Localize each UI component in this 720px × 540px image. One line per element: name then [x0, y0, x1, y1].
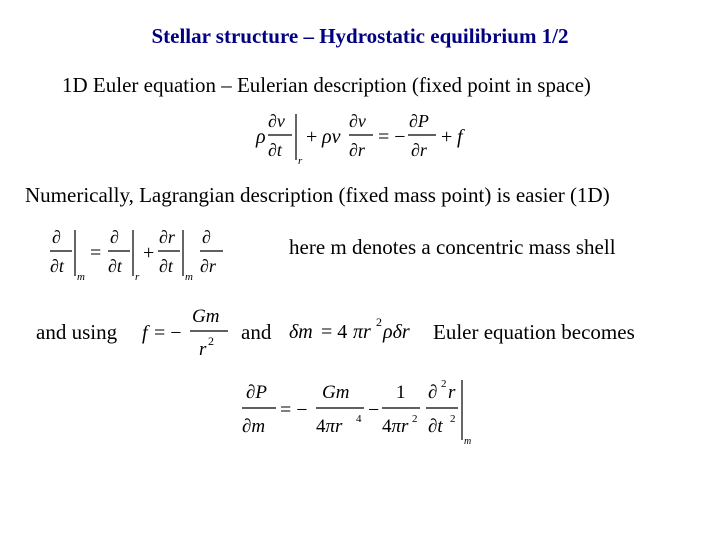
svg-text:r: r — [199, 339, 207, 360]
svg-text:2: 2 — [441, 378, 447, 390]
svg-text:1: 1 — [396, 382, 406, 403]
force-equation — [138, 303, 234, 363]
svg-text:= 4: = 4 — [321, 321, 348, 343]
svg-text:∂P: ∂P — [409, 111, 429, 131]
svg-text:∂r: ∂r — [200, 256, 216, 276]
svg-text:∂: ∂ — [52, 227, 61, 247]
svg-text:ρ: ρ — [256, 126, 266, 148]
euler-becomes-text: Euler equation becomes — [433, 320, 635, 344]
svg-text:∂: ∂ — [110, 227, 119, 247]
svg-text:+: + — [306, 126, 318, 148]
lagrange-heading: Numerically, Lagrangian description (fixed mass point) is easier (1D) — [25, 183, 610, 207]
svg-text:ρv: ρv — [322, 126, 341, 148]
svg-text:ρδr: ρδr — [383, 321, 410, 343]
svg-text:r: r — [135, 271, 140, 283]
svg-text:2: 2 — [450, 413, 456, 425]
svg-text:+: + — [441, 126, 453, 148]
svg-text:∂P: ∂P — [246, 382, 267, 403]
svg-text:∂t: ∂t — [428, 416, 443, 437]
svg-text:+: + — [143, 242, 155, 264]
svg-text:Gm: Gm — [322, 382, 350, 403]
svg-text:∂m: ∂m — [242, 416, 266, 437]
slide-title: Stellar structure – Hydrostatic equilibrium 1/2 — [151, 24, 569, 48]
svg-text:2: 2 — [376, 315, 382, 329]
svg-text:∂r: ∂r — [411, 140, 427, 160]
svg-text:−: − — [368, 399, 380, 421]
svg-text:r: r — [298, 155, 303, 167]
svg-text:= −: = − — [378, 126, 406, 148]
svg-text:=: = — [90, 242, 102, 264]
svg-text:r: r — [448, 382, 456, 403]
svg-text:2: 2 — [208, 334, 214, 348]
svg-text:∂t: ∂t — [108, 256, 122, 276]
mass-shell-note: here m denotes a concentric mass shell — [289, 235, 616, 259]
svg-text:f: f — [457, 126, 463, 148]
svg-text:4πr: 4πr — [316, 416, 343, 437]
and-text: and — [241, 320, 272, 344]
svg-text:∂v: ∂v — [349, 111, 366, 131]
svg-text:2: 2 — [412, 413, 418, 425]
mass-shell-equation — [287, 310, 423, 346]
svg-text:δm: δm — [289, 321, 313, 343]
svg-text:= −: = − — [280, 399, 308, 421]
svg-text:m: m — [464, 436, 472, 447]
svg-text:m: m — [77, 271, 85, 283]
svg-text:πr: πr — [353, 321, 371, 343]
svg-text:∂r: ∂r — [349, 140, 365, 160]
euler-heading: 1D Euler equation – Eulerian description (fixed point in space) — [62, 73, 591, 97]
svg-text:∂r: ∂r — [159, 227, 175, 247]
svg-text:f: f — [142, 322, 148, 344]
euler-eulerian-equation — [254, 110, 474, 168]
svg-text:∂t: ∂t — [50, 256, 64, 276]
svg-text:4πr: 4πr — [382, 416, 409, 437]
and-using-text: and using — [36, 320, 118, 344]
svg-text:= −: = − — [154, 322, 182, 344]
svg-text:∂t: ∂t — [268, 140, 282, 160]
svg-text:∂v: ∂v — [268, 111, 285, 131]
lagrangian-derivative-equation — [48, 226, 228, 284]
svg-text:Gm: Gm — [192, 306, 220, 327]
euler-lagrangian-equation — [240, 378, 480, 448]
svg-text:∂: ∂ — [202, 227, 211, 247]
svg-text:∂t: ∂t — [159, 256, 173, 276]
svg-text:∂: ∂ — [428, 382, 438, 403]
svg-text:m: m — [185, 271, 193, 283]
svg-text:4: 4 — [356, 413, 362, 425]
